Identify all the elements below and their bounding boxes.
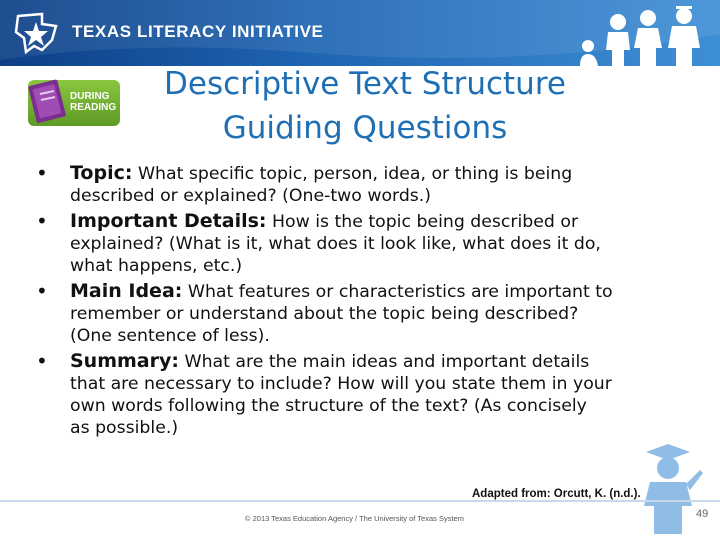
- bullet-text: remember or understand about the topic being described?: [70, 304, 579, 324]
- bullet-text: as possible.): [70, 418, 179, 438]
- bullet-heading: Summary:: [70, 350, 179, 372]
- bullet-dot: •: [36, 209, 48, 233]
- page-number: 49: [696, 508, 709, 520]
- title-line-2: Guiding Questions: [222, 110, 508, 146]
- badge-line-1: DURING: [70, 91, 110, 102]
- bullet-text: What specific topic, person, idea, or thing is being: [137, 164, 573, 184]
- bullet-text: described or explained? (One-two words.): [70, 186, 432, 206]
- header-banner: [0, 0, 720, 66]
- bullet-text: How is the topic being described or: [272, 212, 579, 232]
- footer-copyright: © 2013 Texas Education Agency / The University of Texas System: [245, 514, 464, 523]
- list-item-main-idea: [36, 280, 696, 347]
- guiding-questions-list: [36, 162, 696, 442]
- badge-line-2: READING: [70, 102, 117, 113]
- title-line-1: Descriptive Text Structure: [164, 66, 566, 102]
- badge-label: [70, 91, 120, 113]
- texas-star-icon: [12, 10, 60, 56]
- citation: Adapted from: Orcutt, K. (n.d.).: [472, 488, 641, 500]
- bullet-dot: •: [36, 161, 48, 185]
- bullet-text: (One sentence of less).: [70, 326, 270, 346]
- bullet-text: explained? (What is it, what does it look like, what does it do,: [70, 234, 601, 254]
- bullet-text: what happens, etc.): [70, 256, 243, 276]
- bullet-heading: Topic:: [70, 162, 133, 184]
- bullet-dot: •: [36, 279, 48, 303]
- bullet-heading: Important Details:: [70, 210, 267, 232]
- bullet-text: What are the main ideas and important details: [184, 352, 590, 372]
- graduate-figure-icon: [632, 440, 704, 534]
- bullet-text: that are necessary to include? How will you state them in your: [70, 374, 612, 394]
- list-item-summary: [36, 350, 696, 439]
- bullet-heading: Main Idea:: [70, 280, 183, 302]
- list-item-important-details: [36, 210, 696, 277]
- bullet-text: own words following the structure of the text? (As concisely: [70, 396, 587, 416]
- book-icon: [26, 74, 70, 126]
- bullet-text: What features or characteristics are important to: [187, 282, 613, 302]
- footer-divider: [0, 500, 720, 502]
- list-item-topic: [36, 162, 696, 207]
- children-silhouettes-icon: [576, 4, 716, 66]
- org-name: TEXAS LITERACY INITIATIVE: [72, 22, 324, 41]
- bullet-dot: •: [36, 349, 48, 373]
- page-title: [130, 62, 600, 150]
